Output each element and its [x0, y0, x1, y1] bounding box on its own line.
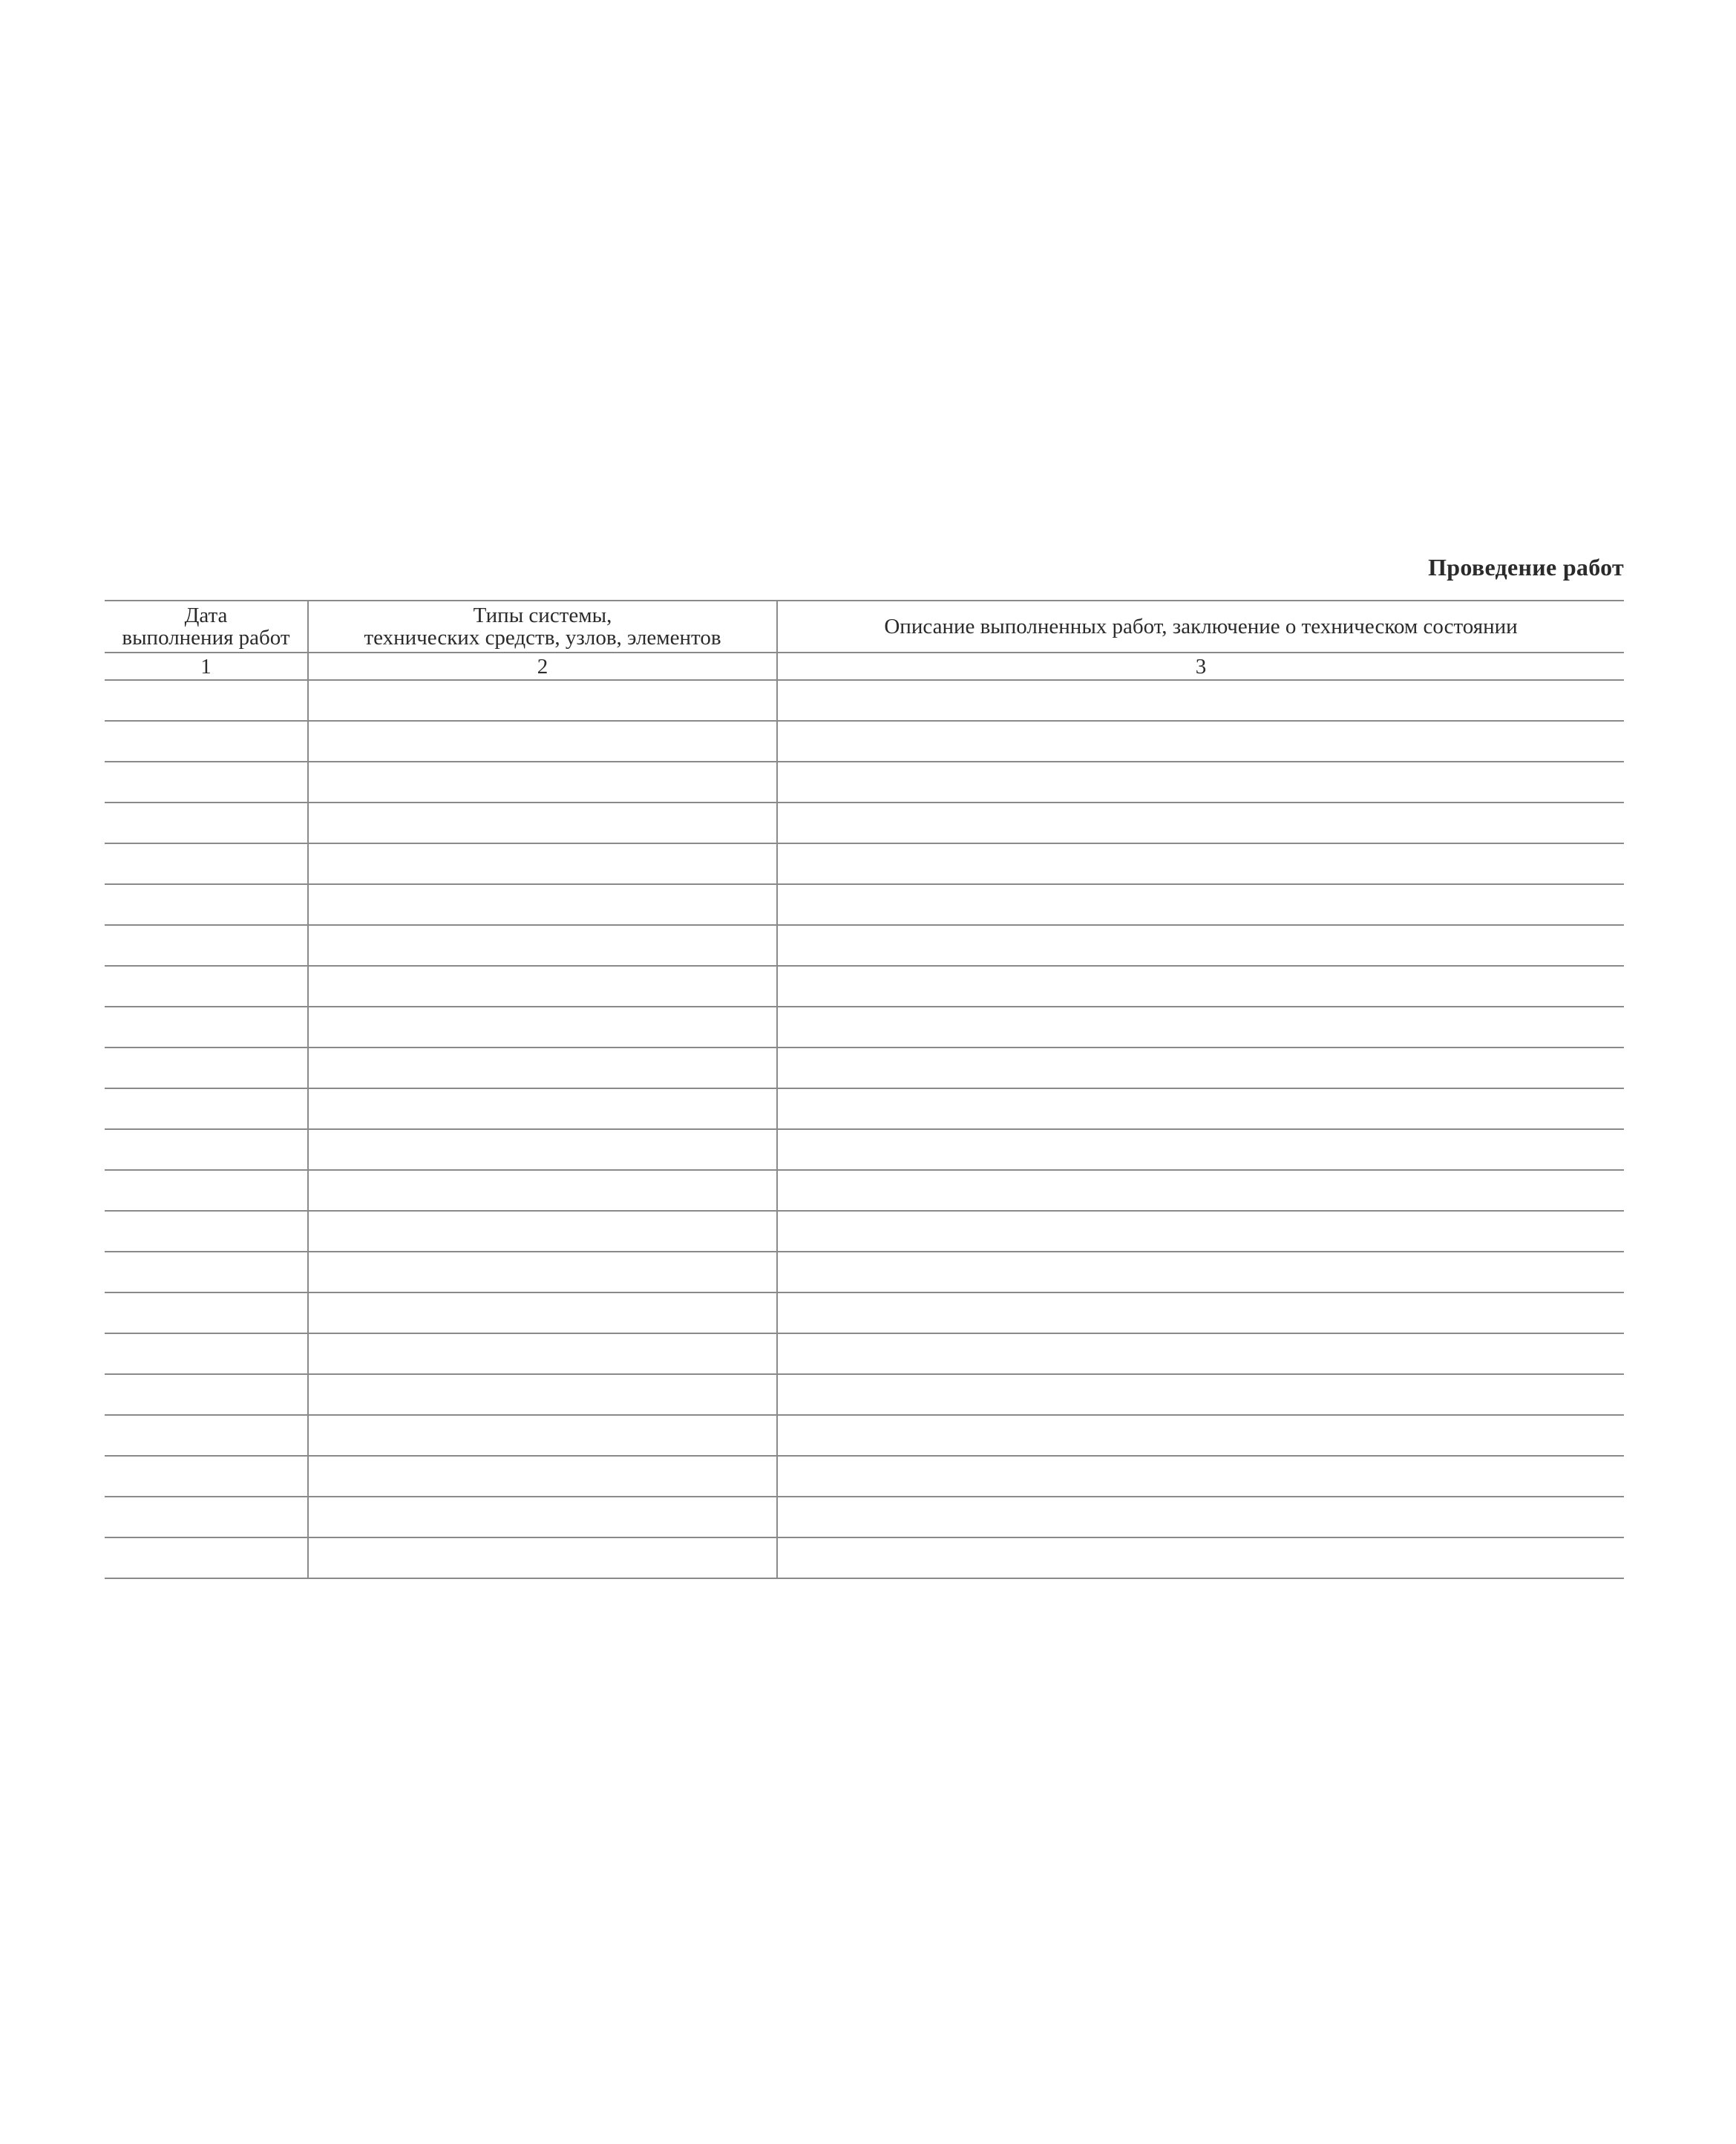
system-types-cell[interactable] — [308, 1129, 777, 1170]
description-cell[interactable] — [777, 680, 1624, 721]
system-types-cell[interactable] — [308, 762, 777, 803]
date-cell[interactable] — [105, 843, 308, 884]
table-row — [105, 1007, 1624, 1048]
column-header-line: Типы системы, — [473, 604, 612, 627]
system-types-cell[interactable] — [308, 966, 777, 1007]
system-types-cell[interactable] — [308, 1252, 777, 1292]
table-row — [105, 762, 1624, 803]
system-types-cell[interactable] — [308, 1415, 777, 1456]
system-types-cell[interactable] — [308, 721, 777, 762]
system-types-cell[interactable] — [308, 1048, 777, 1088]
system-types-cell[interactable] — [308, 884, 777, 925]
date-cell[interactable] — [105, 1048, 308, 1088]
system-types-cell[interactable] — [308, 1456, 777, 1497]
date-cell[interactable] — [105, 1415, 308, 1456]
date-cell[interactable] — [105, 1007, 308, 1048]
column-number-2: 2 — [308, 653, 777, 680]
date-cell[interactable] — [105, 1374, 308, 1415]
column-number-row — [105, 653, 1624, 680]
description-cell[interactable] — [777, 1211, 1624, 1252]
table-row — [105, 1170, 1624, 1211]
date-cell[interactable] — [105, 1129, 308, 1170]
column-header-line: Дата — [184, 604, 228, 627]
description-cell[interactable] — [777, 884, 1624, 925]
system-types-cell[interactable] — [308, 1292, 777, 1333]
table-row — [105, 1537, 1624, 1578]
description-cell[interactable] — [777, 1048, 1624, 1088]
date-cell[interactable] — [105, 1292, 308, 1333]
date-cell[interactable] — [105, 721, 308, 762]
table-header-row — [105, 601, 1624, 653]
date-cell[interactable] — [105, 1497, 308, 1537]
system-types-cell[interactable] — [308, 680, 777, 721]
table-row — [105, 1415, 1624, 1456]
description-cell[interactable] — [777, 1088, 1624, 1129]
table-row — [105, 925, 1624, 966]
date-cell[interactable] — [105, 966, 308, 1007]
date-cell[interactable] — [105, 1088, 308, 1129]
date-cell[interactable] — [105, 1211, 308, 1252]
system-types-cell[interactable] — [308, 1088, 777, 1129]
system-types-cell[interactable] — [308, 1007, 777, 1048]
column-header-line: выполнения работ — [122, 626, 290, 650]
column-header-line: Описание выполненных работ, заключение о техническом состоянии — [884, 615, 1518, 638]
column-number-1: 1 — [105, 653, 308, 680]
column-header-line: технических средств, узлов, элементов — [364, 626, 721, 650]
description-cell[interactable] — [777, 966, 1624, 1007]
date-cell[interactable] — [105, 1537, 308, 1578]
date-cell[interactable] — [105, 1252, 308, 1292]
system-types-cell[interactable] — [308, 1211, 777, 1252]
date-cell[interactable] — [105, 1170, 308, 1211]
description-cell[interactable] — [777, 1007, 1624, 1048]
table-row — [105, 1211, 1624, 1252]
column-header-description — [777, 601, 1624, 653]
table-row — [105, 1374, 1624, 1415]
table-row — [105, 843, 1624, 884]
column-header-date — [105, 601, 308, 653]
table-row — [105, 721, 1624, 762]
description-cell[interactable] — [777, 843, 1624, 884]
description-cell[interactable] — [777, 1497, 1624, 1537]
page-title: Проведение работ — [1428, 554, 1624, 581]
description-cell[interactable] — [777, 1333, 1624, 1374]
description-cell[interactable] — [777, 803, 1624, 843]
description-cell[interactable] — [777, 762, 1624, 803]
date-cell[interactable] — [105, 1333, 308, 1374]
table-row — [105, 680, 1624, 721]
description-cell[interactable] — [777, 1292, 1624, 1333]
table-row — [105, 1456, 1624, 1497]
system-types-cell[interactable] — [308, 843, 777, 884]
date-cell[interactable] — [105, 762, 308, 803]
date-cell[interactable] — [105, 884, 308, 925]
table-row — [105, 1497, 1624, 1537]
description-cell[interactable] — [777, 1170, 1624, 1211]
column-number-3: 3 — [777, 653, 1624, 680]
table-row — [105, 1088, 1624, 1129]
table-row — [105, 1048, 1624, 1088]
description-cell[interactable] — [777, 1537, 1624, 1578]
table-row — [105, 1292, 1624, 1333]
date-cell[interactable] — [105, 680, 308, 721]
system-types-cell[interactable] — [308, 803, 777, 843]
system-types-cell[interactable] — [308, 1374, 777, 1415]
table-row — [105, 1252, 1624, 1292]
system-types-cell[interactable] — [308, 1497, 777, 1537]
description-cell[interactable] — [777, 1252, 1624, 1292]
description-cell[interactable] — [777, 1374, 1624, 1415]
date-cell[interactable] — [105, 1456, 308, 1497]
table-row — [105, 803, 1624, 843]
system-types-cell[interactable] — [308, 925, 777, 966]
description-cell[interactable] — [777, 1129, 1624, 1170]
system-types-cell[interactable] — [308, 1537, 777, 1578]
description-cell[interactable] — [777, 1415, 1624, 1456]
table-row — [105, 884, 1624, 925]
description-cell[interactable] — [777, 925, 1624, 966]
table-row — [105, 1333, 1624, 1374]
description-cell[interactable] — [777, 1456, 1624, 1497]
table-row — [105, 1129, 1624, 1170]
description-cell[interactable] — [777, 721, 1624, 762]
date-cell[interactable] — [105, 803, 308, 843]
column-header-system-types — [308, 601, 777, 653]
works-log-table — [105, 600, 1624, 1579]
system-types-cell[interactable] — [308, 1333, 777, 1374]
date-cell[interactable] — [105, 925, 308, 966]
system-types-cell[interactable] — [308, 1170, 777, 1211]
table-row — [105, 966, 1624, 1007]
